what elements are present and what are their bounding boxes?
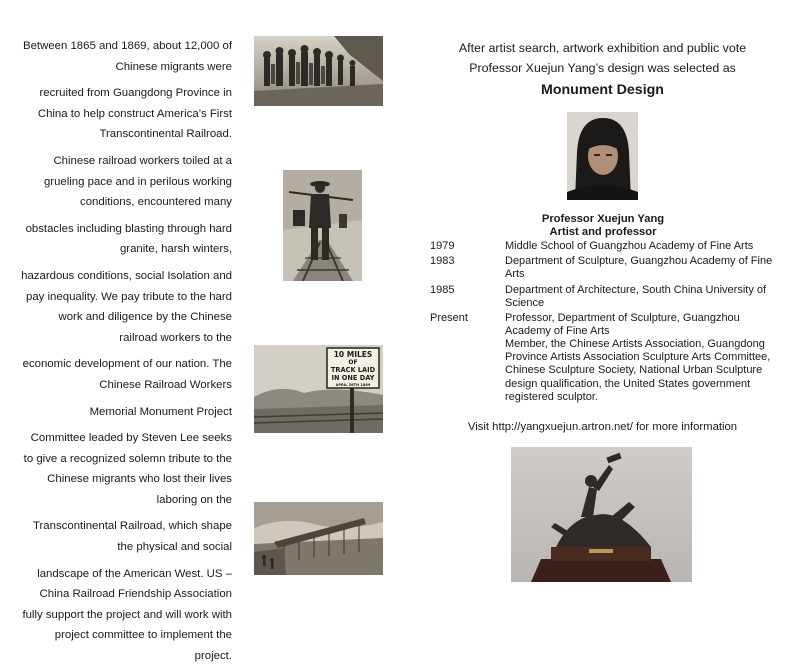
monument-sculpture-photo (511, 447, 692, 582)
artist-name: Professor Xuejun Yang (541, 213, 665, 225)
artist-role: Artist and professor (549, 226, 657, 238)
history-paragraph: landscape of the American West. US – China Railroad Friendship Association fully support the project and will work with project committee to implement the project. (22, 567, 232, 663)
sign-line-2: OF (348, 359, 358, 366)
bio-entry (430, 312, 780, 338)
history-paragraph: recruited from Guangdong Province in China to help construct America’s First Transcontinental Railroad. (37, 87, 232, 141)
history-paragraph: Memorial Monument Project (89, 405, 232, 418)
history-paragraph: Transcontinental Railroad, which shape the physical and social (32, 520, 232, 554)
history-paragraph: Between 1865 and 1869, about 12,000 of Chinese migrants were (22, 40, 232, 73)
railroad-trestle-photo (254, 502, 383, 575)
history-paragraph: Committee leaded by Steven Lee seeks to give a recognized solemn tribute to the Chinese migrants who lost their lives laboring on the (23, 432, 232, 506)
history-paragraph: economic development of our nation. The Chinese Railroad Workers (22, 358, 232, 391)
monument-design-title: Monument Design (541, 82, 664, 98)
bio-entry (430, 338, 780, 403)
bio-year (430, 338, 505, 403)
sign-line-5: APRIL 28TH 1869 (335, 383, 371, 387)
railroad-worker-photo (283, 170, 362, 281)
bio-year: Present (430, 312, 468, 325)
history-paragraph: Chinese railroad workers toiled at a grueling pace and in perilous working conditions, encountered many (43, 154, 232, 209)
sign-line-3: TRACK LAID (330, 366, 376, 374)
bio-description: Professor, Department of Sculpture, Guangzhou Academy of Fine Arts (505, 312, 740, 338)
artist-heading (505, 213, 701, 239)
bio-year: 1979 (430, 240, 455, 252)
sign-line-4: IN ONE DAY (331, 374, 375, 382)
bio-year: 1985 (430, 283, 455, 296)
bio-description: Middle School of Guangzhou Academy of Fine Arts (505, 240, 754, 252)
bio-description: Department of Architecture, South China University of Science (505, 283, 767, 309)
history-text (20, 36, 232, 667)
history-paragraph: hazardous conditions, social Isolation and pay inequality. We pay tribute to the hard work and diligence by the Chinese railroad workers to the (21, 269, 232, 344)
bio-description: Department of Sculpture, Guangzhou Academy of Fine Arts (505, 255, 773, 281)
bio-year: 1983 (430, 255, 455, 268)
workers-group-photo (254, 36, 383, 106)
bio-entry (430, 240, 780, 253)
bio-description: Member, the Chinese Artists Association, Guangdong Province Artists Association Sculpture Arts Committee, Chinese Sculpture Society, National Urban Sculpture design qualification, the United States government registered sculptor. (505, 338, 771, 403)
selection-header (415, 38, 790, 101)
artist-portrait (567, 112, 638, 200)
header-line-2: Professor Xuejun Yang’s design was selected as (469, 61, 736, 75)
ten-miles-sign-photo (254, 345, 383, 433)
header-line-1: After artist search, artwork exhibition and public vote (458, 41, 747, 55)
visit-website-text: Visit http://yangxuejun.artron.net/ for more information (467, 421, 738, 433)
sign-line-1: 10 MILES (333, 350, 373, 359)
history-paragraph: obstacles including blasting through hard granite, harsh winters, (25, 222, 232, 256)
artist-bio-list (430, 240, 780, 404)
bio-entry (430, 255, 780, 281)
bio-entry (430, 284, 780, 310)
